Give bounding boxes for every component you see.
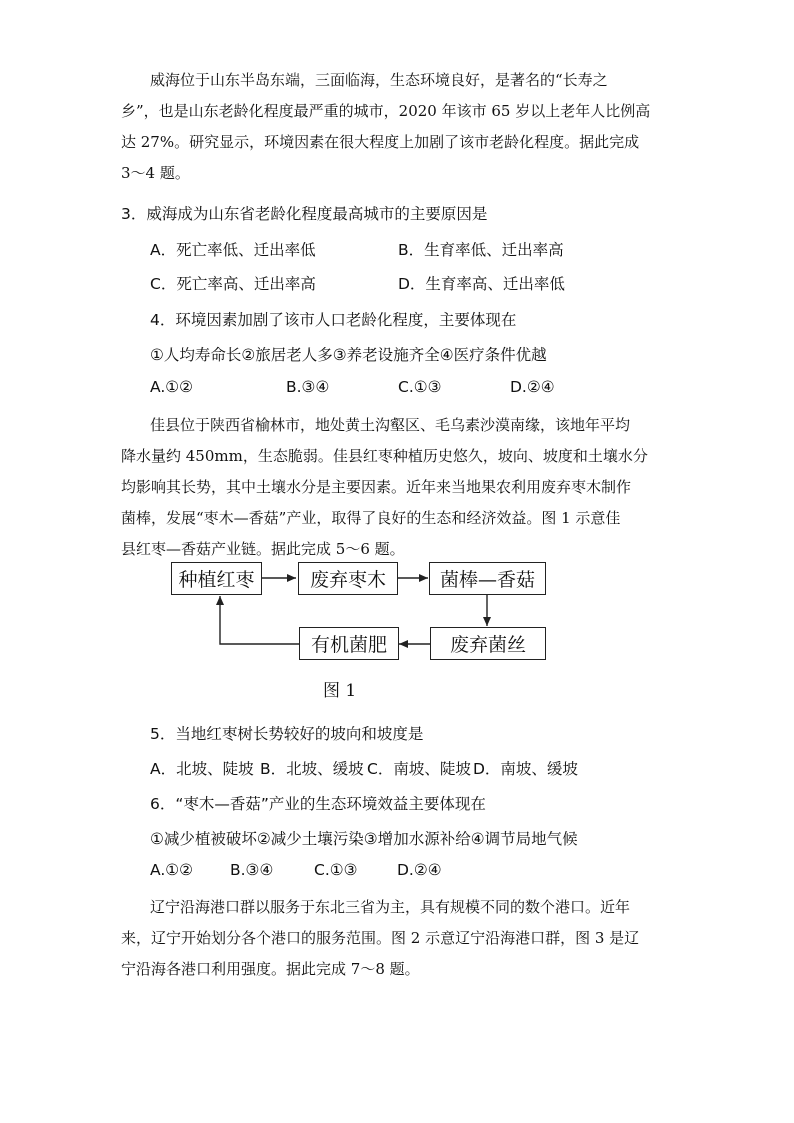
node-organic-fertilizer: 有机菌肥 — [299, 627, 399, 660]
arrow-5 — [220, 596, 299, 644]
passage-line: 均影响其长势，其中土壤水分是主要因素。近年来当地果农利用废弃枣木制作 — [121, 478, 632, 496]
option-a[interactable]: A.①② — [150, 861, 194, 879]
passage-line: 3～4 题。 — [121, 164, 190, 182]
option-d[interactable]: D.②④ — [510, 378, 555, 396]
option-b[interactable]: B.③④ — [230, 861, 274, 879]
question-items: ①人均寿命长②旅居老人多③养老设施齐全④医疗条件优越 — [150, 346, 547, 364]
question-stem: 5．当地红枣树长势较好的坡向和坡度是 — [150, 725, 424, 743]
option-b[interactable]: B.③④ — [286, 378, 330, 396]
passage-line: 辽宁沿海港口群以服务于东北三省为主，具有规模不同的数个港口。近年 — [150, 898, 631, 916]
question-stem: 6．“枣木—香菇”产业的生态环境效益主要体现在 — [150, 795, 486, 813]
option-c[interactable]: C.①③ — [398, 378, 442, 396]
passage-line: 佳县位于陕西省榆林市，地处黄土沟壑区、毛乌素沙漠南缘，该地年平均 — [150, 416, 631, 434]
node-waste-mycelium: 废弃菌丝 — [430, 627, 546, 660]
passage-line: 宁沿海各港口利用强度。据此完成 7～8 题。 — [121, 960, 420, 978]
question-items: ①减少植被破坏②减少土壤污染③增加水源补给④调节局地气候 — [150, 830, 578, 848]
passage-line: 菌棒，发展“枣木—香菇”产业，取得了良好的生态和经济效益。图 1 示意佳 — [121, 509, 621, 527]
node-plant-jujube: 种植红枣 — [171, 562, 262, 595]
option-a[interactable]: A．北坡、陡坡 — [150, 760, 254, 778]
option-c[interactable]: C．死亡率高、迁出率高 — [150, 275, 316, 293]
option-b[interactable]: B．生育率低、迁出率高 — [398, 241, 564, 259]
question-stem: 4．环境因素加剧了该市人口老龄化程度，主要体现在 — [150, 311, 517, 329]
option-b[interactable]: B．北坡、缓坡 — [260, 760, 364, 778]
figure-caption: 图 1 — [323, 681, 357, 701]
option-a[interactable]: A．死亡率低、迁出率低 — [150, 241, 316, 259]
option-d[interactable]: D.②④ — [397, 861, 442, 879]
node-mushroom-stick: 菌棒—香菇 — [429, 562, 546, 595]
option-c[interactable]: C．南坡、陡坡 — [367, 760, 471, 778]
passage-line: 达 27%。研究显示，环境因素在很大程度上加剧了该市老龄化程度。据此完成 — [121, 133, 640, 151]
passage-line: 县红枣—香菇产业链。据此完成 5～6 题。 — [121, 540, 405, 558]
question-stem: 3．威海成为山东省老龄化程度最高城市的主要原因是 — [121, 205, 488, 223]
passage-line: 来，辽宁开始划分各个港口的服务范围。图 2 示意辽宁沿海港口群，图 3 是辽 — [121, 929, 640, 947]
option-d[interactable]: D．生育率高、迁出率低 — [398, 275, 565, 293]
passage-line: 乡”，也是山东老龄化程度最严重的城市，2020 年该市 65 岁以上老年人比例高 — [121, 102, 651, 120]
option-d[interactable]: D．南坡、缓坡 — [473, 760, 578, 778]
option-c[interactable]: C.①③ — [314, 861, 358, 879]
node-waste-jujube-wood: 废弃枣木 — [298, 562, 398, 595]
passage-line: 威海位于山东半岛东端，三面临海，生态环境良好，是著名的“长寿之 — [150, 71, 608, 89]
passage-line: 降水量约 450mm，生态脆弱。佳县红枣种植历史悠久，坡向、坡度和土壤水分 — [121, 447, 648, 465]
option-a[interactable]: A.①② — [150, 378, 194, 396]
